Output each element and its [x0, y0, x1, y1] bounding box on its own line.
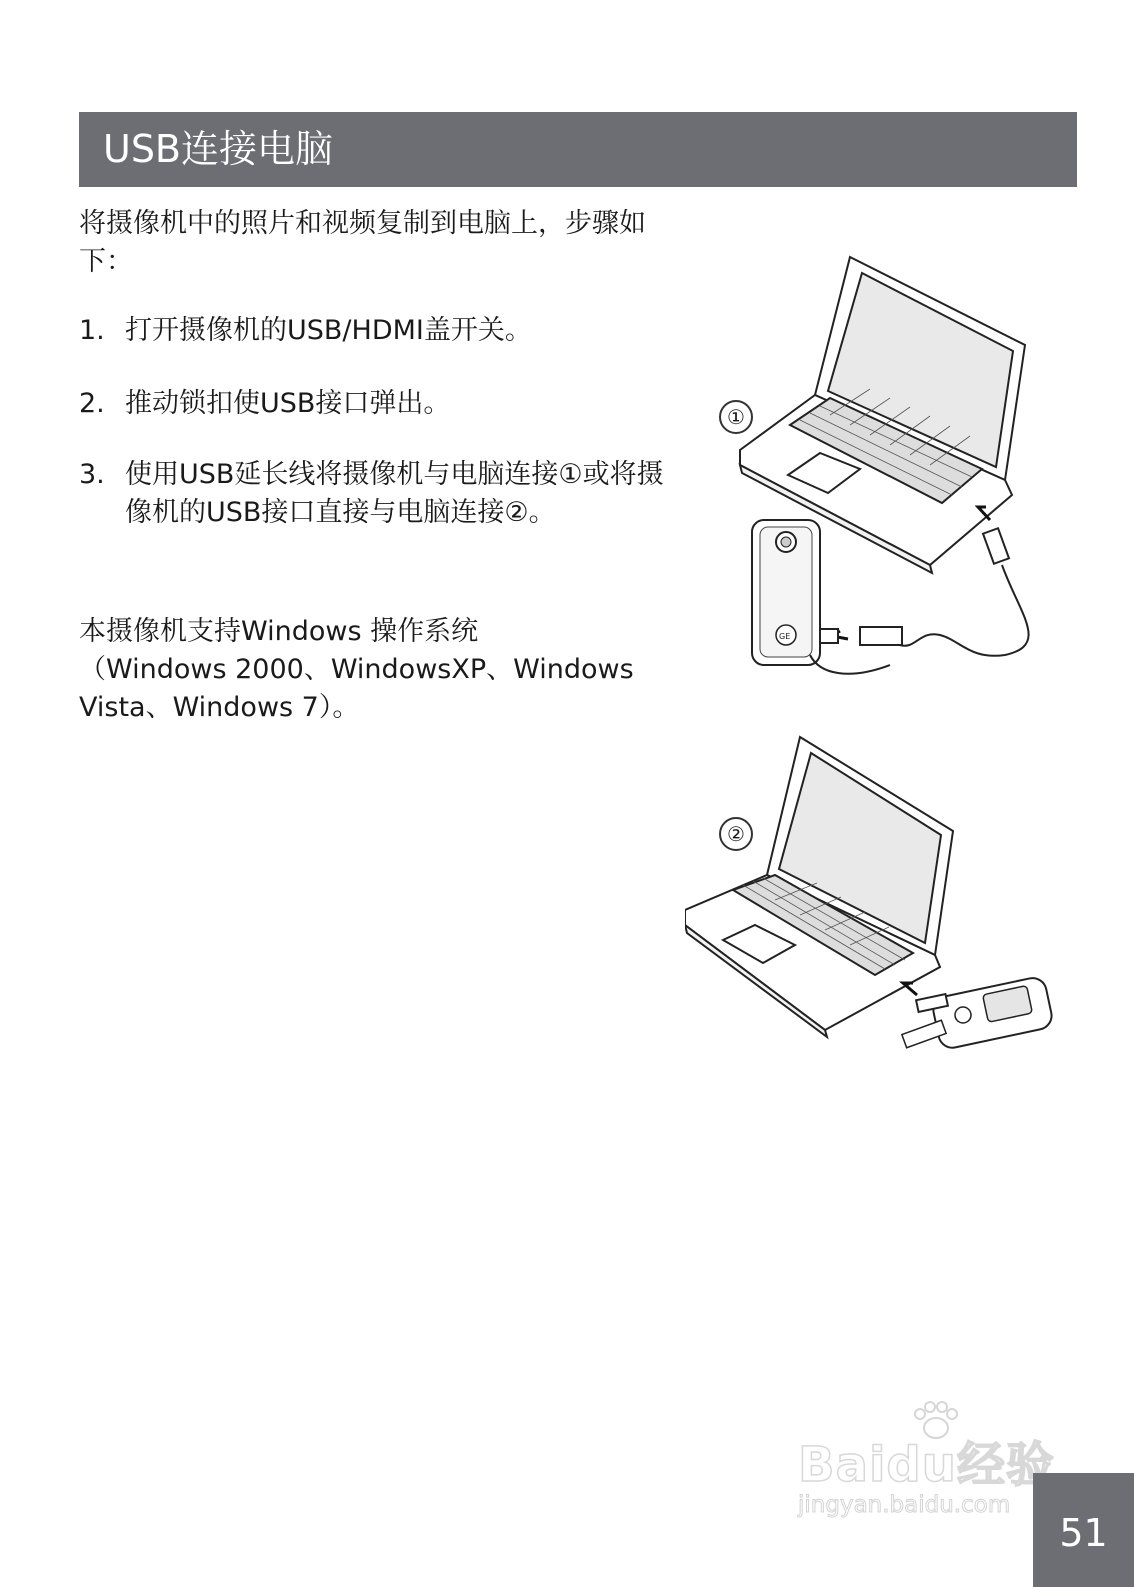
os-support-list: （Windows 2000、WindowsXP、Windows Vista、Windows 7）。 — [79, 654, 634, 723]
step-number: 3. — [79, 459, 105, 490]
step-number: 1. — [79, 315, 105, 346]
step-text: 使用USB延长线将摄像机与电脑连接①或将摄像机的USB接口直接与电脑连接②。 — [125, 459, 664, 528]
camera-logo: GE — [779, 632, 791, 641]
page-title: USB连接电脑 — [103, 127, 334, 171]
os-support-note — [79, 613, 679, 727]
step-item — [79, 312, 532, 350]
step-text: 推动锁扣使USB接口弹出。 — [125, 388, 451, 419]
figure-direct-usb-connection — [685, 735, 1065, 1055]
step-item — [79, 456, 679, 532]
figure-number-badge: ① — [719, 400, 753, 434]
watermark — [796, 1400, 1056, 1530]
page-number-box — [1033, 1473, 1134, 1587]
os-support-heading: 本摄像机支持Windows 操作系统 — [79, 616, 479, 647]
laptop-direct-illustration — [685, 735, 1065, 1055]
page-number: 51 — [1059, 1511, 1108, 1555]
watermark-brand: Baidu经验 — [798, 1437, 1055, 1493]
section-title-bar — [79, 112, 1077, 187]
intro-text: 将摄像机中的照片和视频复制到电脑上，步骤如下： — [79, 208, 646, 277]
step-number: 2. — [79, 388, 105, 419]
step-item — [79, 385, 450, 423]
figure-number-badge: ② — [719, 817, 753, 851]
laptop-cable-illustration — [720, 255, 1040, 695]
figure-usb-cable-connection — [720, 255, 1040, 695]
paw-icon — [906, 1400, 966, 1440]
step-text: 打开摄像机的USB/HDMI盖开关。 — [125, 315, 532, 346]
watermark-url: jingyan.baidu.com — [798, 1492, 1011, 1518]
